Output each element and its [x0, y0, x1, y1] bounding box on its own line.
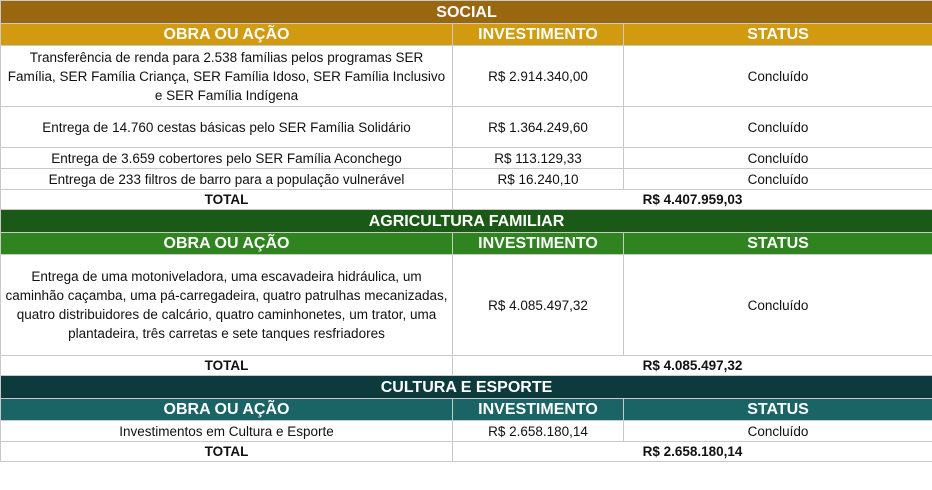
- status-cell: Concluído: [624, 107, 932, 148]
- table-row: [1, 421, 932, 442]
- investment-cell: R$ 113.129,33: [453, 148, 624, 169]
- investment-cell: R$ 2.658.180,14: [453, 421, 624, 442]
- column-header-action: OBRA OU AÇÃO: [1, 233, 453, 255]
- total-value: R$ 4.407.959,03: [453, 190, 932, 210]
- column-header-investment: INVESTIMENTO: [453, 399, 624, 421]
- investment-cell: R$ 4.085.497,32: [453, 255, 624, 356]
- action-cell: Entrega de 14.760 cestas básicas pelo SER Família Solidário: [1, 107, 453, 148]
- table-row: [1, 107, 932, 148]
- action-cell: Entrega de 3.659 cobertores pelo SER Família Aconchego: [1, 148, 453, 169]
- table-row: [1, 255, 932, 356]
- total-row: [1, 356, 932, 376]
- status-cell: Concluído: [624, 255, 932, 356]
- investment-cell: R$ 1.364.249,60: [453, 107, 624, 148]
- table-row: [1, 148, 932, 169]
- section-agricultura-familiar: [1, 210, 932, 376]
- total-value: R$ 4.085.497,32: [453, 356, 932, 376]
- total-label: TOTAL: [1, 190, 453, 210]
- status-cell: Concluído: [624, 46, 932, 107]
- column-header-action: OBRA OU AÇÃO: [1, 399, 453, 421]
- action-cell: Transferência de renda para 2.538 famílias pelos programas SER Família, SER Família Criança, SER Família Idoso, SER Família Inclusivo e SER Família Indígena: [1, 46, 453, 107]
- section-social: [1, 1, 932, 210]
- column-header-investment: INVESTIMENTO: [453, 24, 624, 46]
- section-title: AGRICULTURA FAMILIAR: [1, 210, 932, 233]
- column-header-investment: INVESTIMENTO: [453, 233, 624, 255]
- total-row: [1, 190, 932, 210]
- status-cell: Concluído: [624, 421, 932, 442]
- status-cell: Concluído: [624, 148, 932, 169]
- total-label: TOTAL: [1, 442, 453, 462]
- investment-cell: R$ 2.914.340,00: [453, 46, 624, 107]
- table-row: [1, 169, 932, 190]
- table-row: [1, 46, 932, 107]
- section-title: SOCIAL: [1, 1, 932, 24]
- action-cell: Investimentos em Cultura e Esporte: [1, 421, 453, 442]
- total-label: TOTAL: [1, 356, 453, 376]
- investment-cell: R$ 16.240,10: [453, 169, 624, 190]
- section-cultura-e-esporte: [1, 376, 932, 462]
- column-header-status: STATUS: [624, 233, 932, 255]
- action-cell: Entrega de uma motoniveladora, uma escavadeira hidráulica, um caminhão caçamba, uma pá-carregadeira, quatro patrulhas mecanizadas, quatro distribuidores de calcário, quatro caminhonetes, um trator, uma plantadeira, três carretas e sete tanques resfriadores: [1, 255, 453, 356]
- section-title: CULTURA E ESPORTE: [1, 376, 932, 399]
- column-header-status: STATUS: [624, 24, 932, 46]
- total-value: R$ 2.658.180,14: [453, 442, 932, 462]
- column-header-status: STATUS: [624, 399, 932, 421]
- action-cell: Entrega de 233 filtros de barro para a população vulnerável: [1, 169, 453, 190]
- status-cell: Concluído: [624, 169, 932, 190]
- total-row: [1, 442, 932, 462]
- column-header-action: OBRA OU AÇÃO: [1, 24, 453, 46]
